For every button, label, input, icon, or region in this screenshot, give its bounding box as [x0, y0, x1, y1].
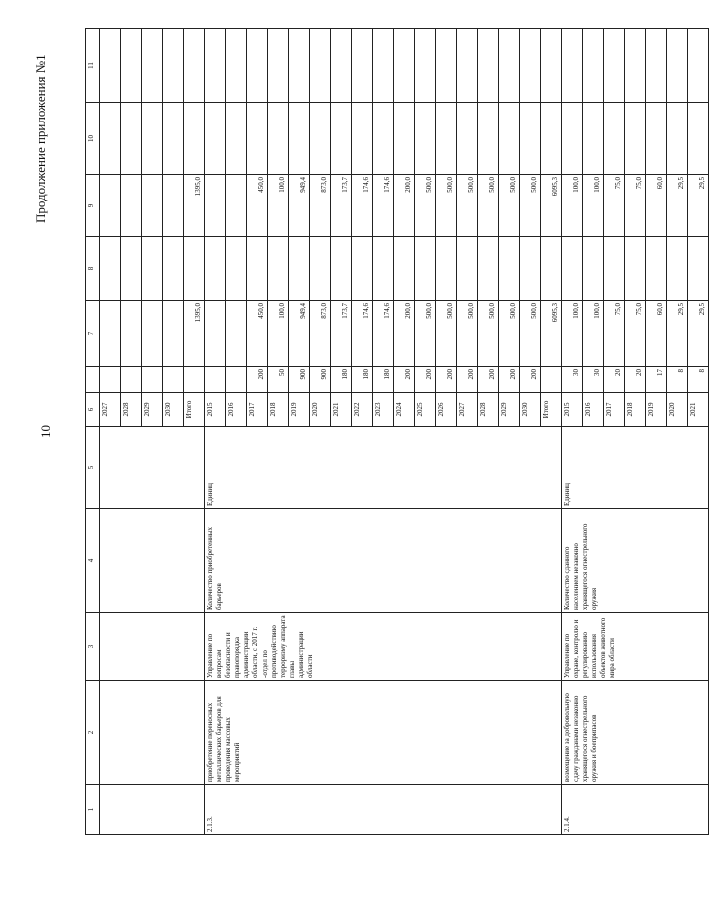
empty-cell [562, 29, 583, 103]
empty-cell [604, 29, 625, 103]
empty-cell [394, 29, 415, 103]
header-cell: 4 [86, 509, 100, 613]
quantity-cell [163, 367, 184, 393]
quantity-cell [100, 367, 121, 393]
year-cell: 2017 [604, 393, 625, 427]
header-cell: 2 [86, 681, 100, 785]
year-cell: 2023 [373, 393, 394, 427]
total-cell: 60,0 [646, 175, 667, 237]
amount-cell: 500,0 [520, 301, 541, 367]
executor-cell: Управление по вопросам безопасности и правопорядка администрации области, с 2017 г. -отдел по противодействию терроризму аппарата главы администрации области [205, 613, 562, 681]
amount-cell: 200,0 [394, 301, 415, 367]
empty-cell [310, 29, 331, 103]
budget-cell [457, 237, 478, 301]
indicator-cell: Количество сданного населением незаконно хранящегося огнестрельного оружия [562, 509, 709, 613]
empty-cell [226, 103, 247, 175]
year-cell: 2030 [520, 393, 541, 427]
empty-cell [688, 29, 709, 103]
budget-cell [205, 237, 226, 301]
program-table [85, 28, 709, 835]
empty-cell [352, 103, 373, 175]
quantity-cell: 200 [415, 367, 436, 393]
empty-cell [247, 29, 268, 103]
year-cell: 2020 [310, 393, 331, 427]
empty-cell [373, 29, 394, 103]
empty-cell [541, 29, 562, 103]
empty-cell [226, 29, 247, 103]
empty-cell [667, 29, 688, 103]
unit-cell: Единиц [205, 427, 562, 509]
amount-cell [163, 301, 184, 367]
budget-cell [520, 237, 541, 301]
budget-cell [184, 237, 205, 301]
measure-name-cell: приобретение переносных металлических барьеров для проведения массовых мероприятий [205, 681, 562, 785]
table-row [100, 29, 121, 835]
amount-cell: 949,4 [289, 301, 310, 367]
table-row [562, 29, 583, 835]
budget-cell [373, 237, 394, 301]
quantity-cell: 200 [394, 367, 415, 393]
budget-cell [163, 237, 184, 301]
header-cell: 9 [86, 175, 100, 237]
amount-cell: 500,0 [478, 301, 499, 367]
empty-cell [100, 103, 121, 175]
quantity-cell: 200 [457, 367, 478, 393]
quantity-cell: 180 [352, 367, 373, 393]
empty-cell [268, 103, 289, 175]
total-cell: 29,5 [688, 175, 709, 237]
year-cell: 2017 [247, 393, 268, 427]
budget-cell [541, 237, 562, 301]
amount-cell: 6095,3 [541, 301, 562, 367]
total-cell: 29,5 [667, 175, 688, 237]
num-cell [100, 785, 205, 835]
empty-cell [436, 29, 457, 103]
amount-cell: 100,0 [562, 301, 583, 367]
year-cell: 2028 [478, 393, 499, 427]
amount-cell: 29,5 [667, 301, 688, 367]
amount-cell: 1395,0 [184, 301, 205, 367]
empty-cell [331, 103, 352, 175]
amount-cell: 29,5 [688, 301, 709, 367]
empty-cell [289, 103, 310, 175]
amount-cell: 60,0 [646, 301, 667, 367]
budget-cell [667, 237, 688, 301]
quantity-cell: 50 [268, 367, 289, 393]
total-cell: 200,0 [394, 175, 415, 237]
empty-cell [499, 103, 520, 175]
quantity-cell: 900 [289, 367, 310, 393]
header-cell: 1 [86, 785, 100, 835]
page-number: 10 [38, 425, 53, 438]
year-cell: 2019 [289, 393, 310, 427]
year-cell: Итого [184, 393, 205, 427]
amount-cell [226, 301, 247, 367]
measure-name-cell: возмещение за добровольную сдачу гражданами незаконно хранящегося огнестрельного оружия и боеприпасов [562, 681, 709, 785]
amount-cell: 100,0 [268, 301, 289, 367]
year-cell: 2026 [436, 393, 457, 427]
unit-cell [100, 427, 205, 509]
budget-cell [331, 237, 352, 301]
amount-cell: 450,0 [247, 301, 268, 367]
empty-cell [142, 29, 163, 103]
empty-cell [268, 29, 289, 103]
total-cell: 173,7 [331, 175, 352, 237]
total-cell [205, 175, 226, 237]
total-cell [142, 175, 163, 237]
amount-cell: 174,6 [352, 301, 373, 367]
total-cell: 174,6 [373, 175, 394, 237]
total-cell: 100,0 [583, 175, 604, 237]
budget-cell [583, 237, 604, 301]
empty-cell [121, 103, 142, 175]
empty-cell [352, 29, 373, 103]
total-cell: 873,0 [310, 175, 331, 237]
empty-cell [625, 29, 646, 103]
year-cell: 2021 [688, 393, 709, 427]
indicator-cell [100, 509, 205, 613]
total-cell: 949,4 [289, 175, 310, 237]
empty-cell [478, 29, 499, 103]
quantity-cell: 17 [646, 367, 667, 393]
empty-cell [646, 103, 667, 175]
total-cell: 500,0 [415, 175, 436, 237]
total-cell: 75,0 [604, 175, 625, 237]
total-cell: 100,0 [562, 175, 583, 237]
header-cell: 8 [86, 237, 100, 301]
budget-cell [121, 237, 142, 301]
budget-cell [562, 237, 583, 301]
year-cell: 2015 [205, 393, 226, 427]
budget-cell [604, 237, 625, 301]
quantity-cell [142, 367, 163, 393]
empty-cell [415, 103, 436, 175]
total-cell: 500,0 [520, 175, 541, 237]
budget-cell [142, 237, 163, 301]
year-cell: 2029 [142, 393, 163, 427]
year-cell: 2029 [499, 393, 520, 427]
item-number-cell: 2.1.4. [562, 785, 709, 835]
unit-cell: Единиц [562, 427, 709, 509]
empty-cell [457, 29, 478, 103]
quantity-cell: 8 [667, 367, 688, 393]
empty-cell [184, 103, 205, 175]
item-number-cell: 2.1.3. [205, 785, 562, 835]
executor-cell [100, 613, 205, 681]
total-cell: 500,0 [436, 175, 457, 237]
quantity-cell [541, 367, 562, 393]
total-cell: 174,6 [352, 175, 373, 237]
amount-cell: 500,0 [499, 301, 520, 367]
quantity-cell: 20 [604, 367, 625, 393]
empty-cell [520, 29, 541, 103]
budget-cell [394, 237, 415, 301]
budget-cell [415, 237, 436, 301]
empty-cell [184, 29, 205, 103]
quantity-cell: 8 [688, 367, 709, 393]
empty-cell [310, 103, 331, 175]
amount-cell: 100,0 [583, 301, 604, 367]
table-row [205, 29, 226, 835]
budget-cell [688, 237, 709, 301]
executor-cell: Управление по охране, контролю и регулированию использования объектов животного мира области [562, 613, 709, 681]
budget-cell [100, 237, 121, 301]
quantity-cell: 200 [436, 367, 457, 393]
year-cell: 2020 [667, 393, 688, 427]
empty-cell [121, 29, 142, 103]
budget-cell [289, 237, 310, 301]
amount-cell: 500,0 [415, 301, 436, 367]
empty-cell [394, 103, 415, 175]
amount-cell: 174,6 [373, 301, 394, 367]
amount-cell: 500,0 [436, 301, 457, 367]
quantity-cell [205, 367, 226, 393]
amount-cell: 75,0 [625, 301, 646, 367]
empty-cell [688, 103, 709, 175]
year-cell: 2019 [646, 393, 667, 427]
empty-cell [289, 29, 310, 103]
empty-cell [205, 103, 226, 175]
year-cell: 2018 [268, 393, 289, 427]
empty-cell [100, 29, 121, 103]
total-cell [163, 175, 184, 237]
total-cell: 450,0 [247, 175, 268, 237]
total-cell [226, 175, 247, 237]
empty-cell [205, 29, 226, 103]
empty-cell [583, 29, 604, 103]
empty-cell [667, 103, 688, 175]
empty-cell [625, 103, 646, 175]
amount-cell [121, 301, 142, 367]
quantity-cell: 30 [583, 367, 604, 393]
quantity-cell: 200 [520, 367, 541, 393]
year-cell: 2022 [352, 393, 373, 427]
name-cell [100, 681, 205, 785]
quantity-cell: 180 [331, 367, 352, 393]
amount-cell: 173,7 [331, 301, 352, 367]
header-cell: 11 [86, 29, 100, 103]
quantity-cell: 900 [310, 367, 331, 393]
header-cell: 7 [86, 301, 100, 367]
empty-cell [604, 103, 625, 175]
quantity-cell: 180 [373, 367, 394, 393]
empty-cell [583, 103, 604, 175]
empty-cell [247, 103, 268, 175]
amount-cell: 873,0 [310, 301, 331, 367]
quantity-cell [226, 367, 247, 393]
empty-cell [436, 103, 457, 175]
year-cell: 2016 [226, 393, 247, 427]
budget-cell [226, 237, 247, 301]
quantity-cell: 200 [499, 367, 520, 393]
year-cell: 2015 [562, 393, 583, 427]
header-cell: 3 [86, 613, 100, 681]
total-cell [100, 175, 121, 237]
total-cell: 100,0 [268, 175, 289, 237]
total-cell: 6095,3 [541, 175, 562, 237]
empty-cell [373, 103, 394, 175]
total-cell: 75,0 [625, 175, 646, 237]
amount-cell: 500,0 [457, 301, 478, 367]
year-cell: 2027 [457, 393, 478, 427]
table-body [100, 29, 709, 835]
year-cell: 2018 [625, 393, 646, 427]
empty-cell [457, 103, 478, 175]
amount-cell [205, 301, 226, 367]
amount-cell: 75,0 [604, 301, 625, 367]
total-cell: 500,0 [499, 175, 520, 237]
empty-cell [331, 29, 352, 103]
amount-cell [100, 301, 121, 367]
year-cell: 2027 [100, 393, 121, 427]
budget-cell [499, 237, 520, 301]
budget-cell [646, 237, 667, 301]
indicator-cell: Количество приобретенных барьеров [205, 509, 562, 613]
rotated-table-area [33, 29, 706, 835]
quantity-cell: 200 [247, 367, 268, 393]
budget-cell [268, 237, 289, 301]
quantity-cell: 20 [625, 367, 646, 393]
budget-cell [436, 237, 457, 301]
empty-cell [163, 103, 184, 175]
empty-cell [478, 103, 499, 175]
empty-cell [142, 103, 163, 175]
year-cell: 2028 [121, 393, 142, 427]
header-cell [86, 367, 100, 393]
year-cell: 2030 [163, 393, 184, 427]
year-cell: 2025 [415, 393, 436, 427]
budget-cell [247, 237, 268, 301]
quantity-cell: 30 [562, 367, 583, 393]
total-cell: 500,0 [457, 175, 478, 237]
year-cell: 2021 [331, 393, 352, 427]
total-cell [121, 175, 142, 237]
budget-cell [352, 237, 373, 301]
quantity-cell [121, 367, 142, 393]
year-cell: 2024 [394, 393, 415, 427]
empty-cell [541, 103, 562, 175]
header-row [86, 29, 100, 835]
amount-cell [142, 301, 163, 367]
total-cell: 500,0 [478, 175, 499, 237]
budget-cell [625, 237, 646, 301]
empty-cell [562, 103, 583, 175]
empty-cell [499, 29, 520, 103]
empty-cell [646, 29, 667, 103]
header-cell: 10 [86, 103, 100, 175]
budget-cell [478, 237, 499, 301]
year-cell: 2016 [583, 393, 604, 427]
quantity-cell: 200 [478, 367, 499, 393]
empty-cell [415, 29, 436, 103]
quantity-cell [184, 367, 205, 393]
empty-cell [520, 103, 541, 175]
header-cell: 6 [86, 393, 100, 427]
empty-cell [163, 29, 184, 103]
header-cell: 5 [86, 427, 100, 509]
appendix-title: Продолжение приложения №1 [33, 54, 48, 223]
budget-cell [310, 237, 331, 301]
total-cell: 1395,0 [184, 175, 205, 237]
year-cell: Итого [541, 393, 562, 427]
